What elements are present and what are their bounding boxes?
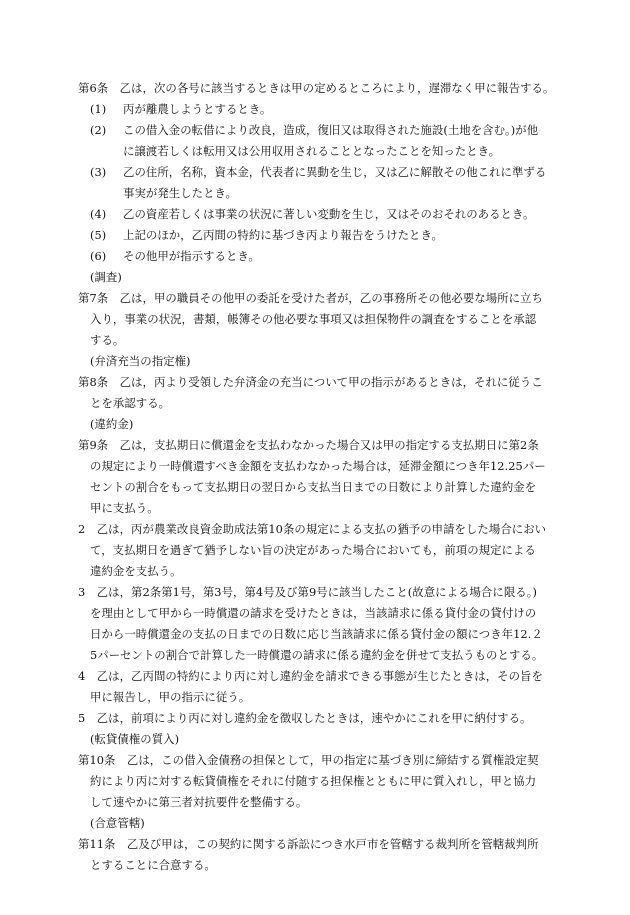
article-6-item-5: (5) 上記のほか，乙丙間の特約に基づき丙より報告をうけたとき。 [90, 228, 443, 242]
article-6-item-3: (3) 乙の住所，名称，資本金，代表者に異動を生じ，又は乙に解散その他これに準ずる [90, 165, 547, 179]
article-6-item-6: (6) その他甲が指示するとき。 [90, 249, 260, 263]
article-10-line: 第10条 乙は，この借入金債務の担保として，甲の指定に基づき別に締結する質権設定契 [78, 753, 539, 767]
article-9-caption: (違約金) [90, 417, 134, 431]
article-10-caption: (転貸債権の質入) [90, 732, 180, 746]
article-9-paragraph-2-cont: て，支払期日を過ぎて猶予しない旨の決定があった場合においても，前項の規定による [90, 543, 536, 557]
article-9-paragraph-4: 4 乙は，乙丙間の特約により丙に対し違約金を請求できる事態が生じたときは，その旨を [78, 669, 543, 683]
article-6-item-2-cont: に譲渡若しくは転用又は公用収用されることとなったことを知ったとき。 [123, 144, 501, 158]
article-9-paragraph-3-cont: 日から一時償還金の支払の日までの日数に応じ当該請求に係る貸付金の額につき年12.２ [90, 627, 543, 641]
article-9-paragraph-3: 3 乙は，第2条第1号，第3号，第4号及び第9号に該当したこと(故意による場合に限る。) [78, 585, 537, 599]
article-10 [78, 729, 556, 813]
contract-text [78, 78, 556, 876]
article-9-paragraph-3-cont: を理由として甲から一時償還の請求を受けたときは，当該請求に係る貸付金の貸付けの [90, 606, 537, 620]
article-7-line: 第7条 乙は，甲の職員その他甲の委託を受けた者が，乙の事務所その他必要な場所に立ち [78, 291, 543, 305]
article-6-item-4: (4) 乙の資産若しくは事業の状況に著しい変動を生じ，又はそのおそれのあるとき。 [90, 207, 535, 221]
article-10-line: して速やかに第三者対抗要件を整備する。 [90, 795, 308, 809]
article-9-line: セントの割合をもって支払期日の翌日から支払当日までの日数により計算した違約金を [90, 480, 537, 494]
article-9-paragraph-4-cont: 甲に報告し，甲の指示に従う。 [90, 690, 251, 704]
article-6 [78, 78, 556, 267]
article-6-item-3-cont: 事実が発生したとき。 [123, 186, 237, 200]
article-9-paragraph-5: 5 乙は，前項により丙に対し違約金を徴収したときは，速やかにこれを甲に納付する。 [78, 711, 532, 725]
article-8-line: とを承認する。 [90, 396, 171, 410]
article-6-item-1: (1) 丙が離農しようとするとき。 [90, 102, 272, 116]
article-6-line: 第6条 乙は，次の各号に該当するときは甲の定めるところにより，遅滞なく甲に報告する。 [78, 81, 555, 95]
article-9-line: の規定により一時償還すべき金額を支払わなかった場合は，延滞金額につき年12.25パー [90, 459, 546, 473]
article-9 [78, 414, 556, 729]
article-9-line: 甲に支払う。 [90, 501, 159, 515]
article-9-line: 第9条 乙は，支払期日に償還金を支払わなかった場合又は甲の指定する支払期日に第2条 [78, 438, 539, 452]
article-11-line: 第11条 乙及び甲は，この契約に関する訴訟につき水戸市を管轄する裁判所を管轄裁判所 [78, 837, 539, 851]
article-11 [78, 813, 556, 876]
article-9-paragraph-2: 2 乙は，丙が農業改良資金助成法第10条の規定による支払の猶予の申請をした場合におい [78, 522, 547, 536]
article-8 [78, 351, 556, 414]
article-7 [78, 267, 556, 351]
article-7-line: する。 [90, 333, 125, 347]
article-11-caption: (合意管轄) [90, 816, 145, 830]
article-7-line: 入り，事業の状況，書類，帳簿その他必要な事項又は担保物件の調査をすることを承認 [90, 312, 537, 326]
article-7-caption: (調査) [90, 270, 122, 284]
article-9-paragraph-2-cont: 違約金を支払う。 [90, 564, 182, 578]
article-8-caption: (弁済充当の指定権) [90, 354, 191, 368]
article-6-item-2: (2) この借入金の転借により改良，造成，復旧又は取得された施設(土地を含む。)が他 [90, 123, 539, 137]
article-8-line: 第8条 乙は，丙より受領した弁済金の充当について甲の指示があるときは，それに従うこ [78, 375, 543, 389]
article-10-line: 約により丙に対する転貸債権をそれに付随する担保権とともに甲に質入れし，甲と協力 [90, 774, 537, 788]
article-11-line: とすることに合意する。 [90, 858, 216, 872]
article-9-paragraph-3-cont: 5パーセントの割合で計算した一時償還の請求に係る違約金を併せて支払うものとする。 [90, 648, 544, 662]
